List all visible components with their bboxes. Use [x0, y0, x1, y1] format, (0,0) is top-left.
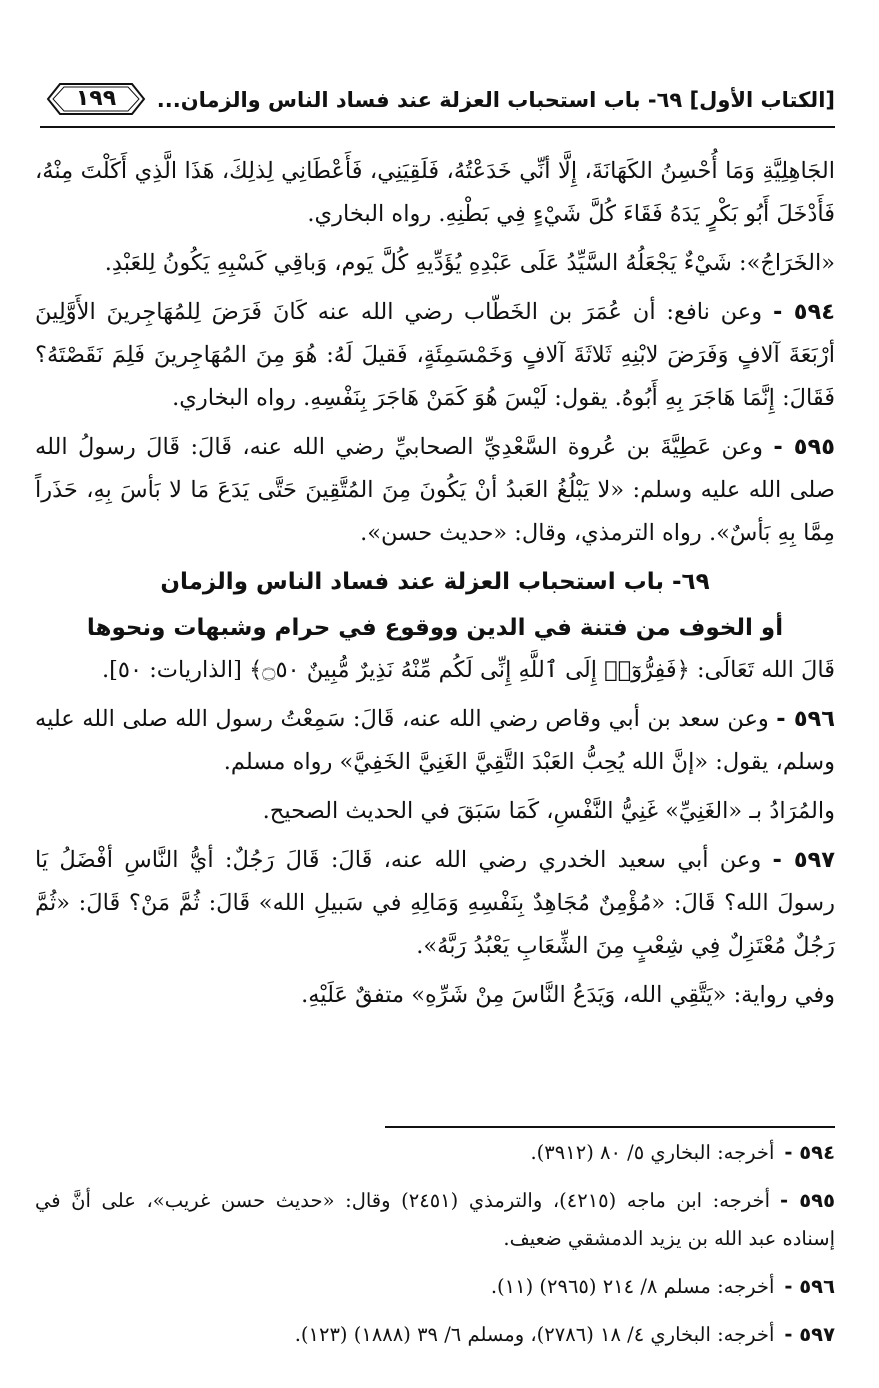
explanation: والمُرَادُ بـ «الغَنِيِّ» غَنِيُّ النَّفْسِ، كَمَا سَبَقَ في الحديث الصحيح.	[262, 798, 835, 824]
footnote-594	[35, 1134, 835, 1172]
hadith-595	[35, 426, 835, 555]
hadith-594	[35, 291, 835, 420]
footnote-number: ٥٩٦ -	[784, 1275, 835, 1298]
footnote-number: ٥٩٥ -	[779, 1189, 835, 1212]
footnotes	[35, 1134, 835, 1364]
running-title: [الكتاب الأول] ٦٩- باب استحباب العزلة عند فساد الناس والزمان...	[156, 88, 835, 112]
hadith-number: ٥٩٥ -	[773, 434, 835, 460]
footnote-number: ٥٩٧ -	[784, 1323, 835, 1346]
footnote-text: أخرجه: البخاري ٤/ ١٨ (٢٧٨٦)، ومسلم ٦/ ٣٩ (١٨٨٨) (١٢٣).	[294, 1323, 775, 1346]
footnote-597	[35, 1316, 835, 1354]
footnote-596	[35, 1268, 835, 1306]
footnote-text: أخرجه: مسلم ٨/ ٢١٤ (٢٩٦٥) (١١).	[490, 1275, 775, 1298]
chapter-title: ٦٩- باب استحباب العزلة عند فساد الناس والزمان	[160, 569, 710, 595]
footnote-text: أخرجه: البخاري ٥/ ٨٠ (٣٩١٢).	[530, 1141, 775, 1164]
page-header	[40, 76, 835, 128]
hadith-number: ٥٩٦ -	[776, 706, 836, 732]
page-number: ١٩٩	[75, 86, 117, 111]
hadith-text: وعن نافع: أن عُمَرَ بن الخَطّاب رضي الله عنه كَانَ فَرَضَ لِلمُهَاجِرينَ الأَوَّلِينَ أرْبَعَةَ آلافٍ وَفَرَضَ لابْنِهِ ثَلاثَةَ آلافٍ وَخَمْسَمِئَةٍ، فَقيلَ لَهُ: هُوَ مِنَ المُهَاجِرينَ فَلِمَ نَقَصْتَهُ؟ فَقَالَ: إِنَّمَا هَاجَرَ بِهِ أَبُوهُ. يقول: لَيْسَ هُوَ كَمَنْ هَاجَرَ بِنَفْسِهِ. رواه البخاري.	[35, 299, 835, 411]
quran-verse: قَالَ الله تَعَالَى: ﴿فَفِرُّوٓا۟ إِلَى ٱللَّهِ إِنِّى لَكُم مِّنْهُ نَذِيرٌ مُّبِينٌ ۝٥٠﴾ [الذاريات: ٥٠].	[101, 657, 835, 683]
hadith-text: وعن عَطِيَّةَ بن عُروة السَّعْدِيِّ الصحابيِّ رضي الله عنه، قَالَ: قَالَ رسولُ الله صلى الله عليه وسلم: «لا يَبْلُغُ العَبدُ أنْ يَكُونَ مِنَ المُتَّقِينَ حَتَّى يَدَعَ مَا لا بَأسَ بِهِ، حَذَراً مِمَّا بِهِ بَأسٌ». رواه الترمذي، وقال: «حديث حسن».	[35, 434, 835, 546]
hadith-number: ٥٩٤ -	[772, 299, 835, 325]
hadith-number: ٥٩٧ -	[772, 847, 836, 873]
paragraph: «الخَرَاجُ»: شَيْءٌ يَجْعَلُهُ السَّيِّدُ عَلَى عَبْدِهِ يُؤَدِّيهِ كُلَّ يَوم، وَباقِي كَسْبِهِ يَكُونُ لِلعَبْدِ.	[104, 250, 835, 276]
main-text	[35, 150, 835, 1023]
narration-variant: وفي رواية: «يَتَّقِي الله، وَيَدَعُ النَّاسَ مِنْ شَرِّهِ» متفقٌ عَلَيْهِ.	[301, 982, 835, 1008]
page-number-frame	[46, 82, 146, 116]
hadith-text: وعن سعد بن أبي وقاص رضي الله عنه، قَالَ: سَمِعْتُ رسول الله صلى الله عليه وسلم، يقول: «إنَّ الله يُحِبُّ العَبْدَ التَّقِيَّ الغَنِيَّ الخَفِيَّ» رواه مسلم.	[35, 706, 835, 775]
hadith-597	[35, 839, 835, 968]
footnote-divider	[385, 1126, 835, 1128]
footnote-text: أخرجه: ابن ماجه (٤٢١٥)، والترمذي (٢٤٥١) وقال: «حديث حسن غريب»، على أنَّ في إسناده عبد الله بن يزيد الدمشقي ضعيف.	[35, 1189, 835, 1250]
hadith-596	[35, 698, 835, 784]
hadith-text: وعن أبي سعيد الخدري رضي الله عنه، قَالَ: قَالَ رَجُلٌ: أيُّ النَّاسِ أفْضَلُ يَا رسولَ الله؟ قَالَ: «مُؤْمِنٌ مُجَاهِدٌ بِنَفْسِهِ وَمَالِهِ في سَبيلِ الله» قَالَ: ثُمَّ مَنْ؟ قَالَ: «ثُمَّ رَجُلٌ مُعْتَزِلٌ فِي شِعْبٍ مِنَ الشِّعَابِ يَعْبُدُ رَبَّهُ».	[35, 847, 835, 959]
chapter-subtitle: أو الخوف من فتنة في الدين ووقوع في حرام وشبهات ونحوها	[86, 615, 784, 641]
footnote-number: ٥٩٤ -	[784, 1141, 835, 1164]
footnote-595	[35, 1182, 835, 1258]
paragraph: الجَاهِلِيَّةِ وَمَا أُحْسِنُ الكَهَانَةَ، إِلَّا أنِّي خَدَعْتُهُ، فَلَقِيَنِي، فَأَعْطَانِي لِذلِكَ، هَذَا الَّذِي أَكَلْتَ مِنْهُ، فَأَدْخَلَ أَبُو بَكْرٍ يَدَهُ فَقَاءَ كُلَّ شَيْءٍ فِي بَطْنِهِ. رواه البخاري.	[35, 158, 835, 227]
